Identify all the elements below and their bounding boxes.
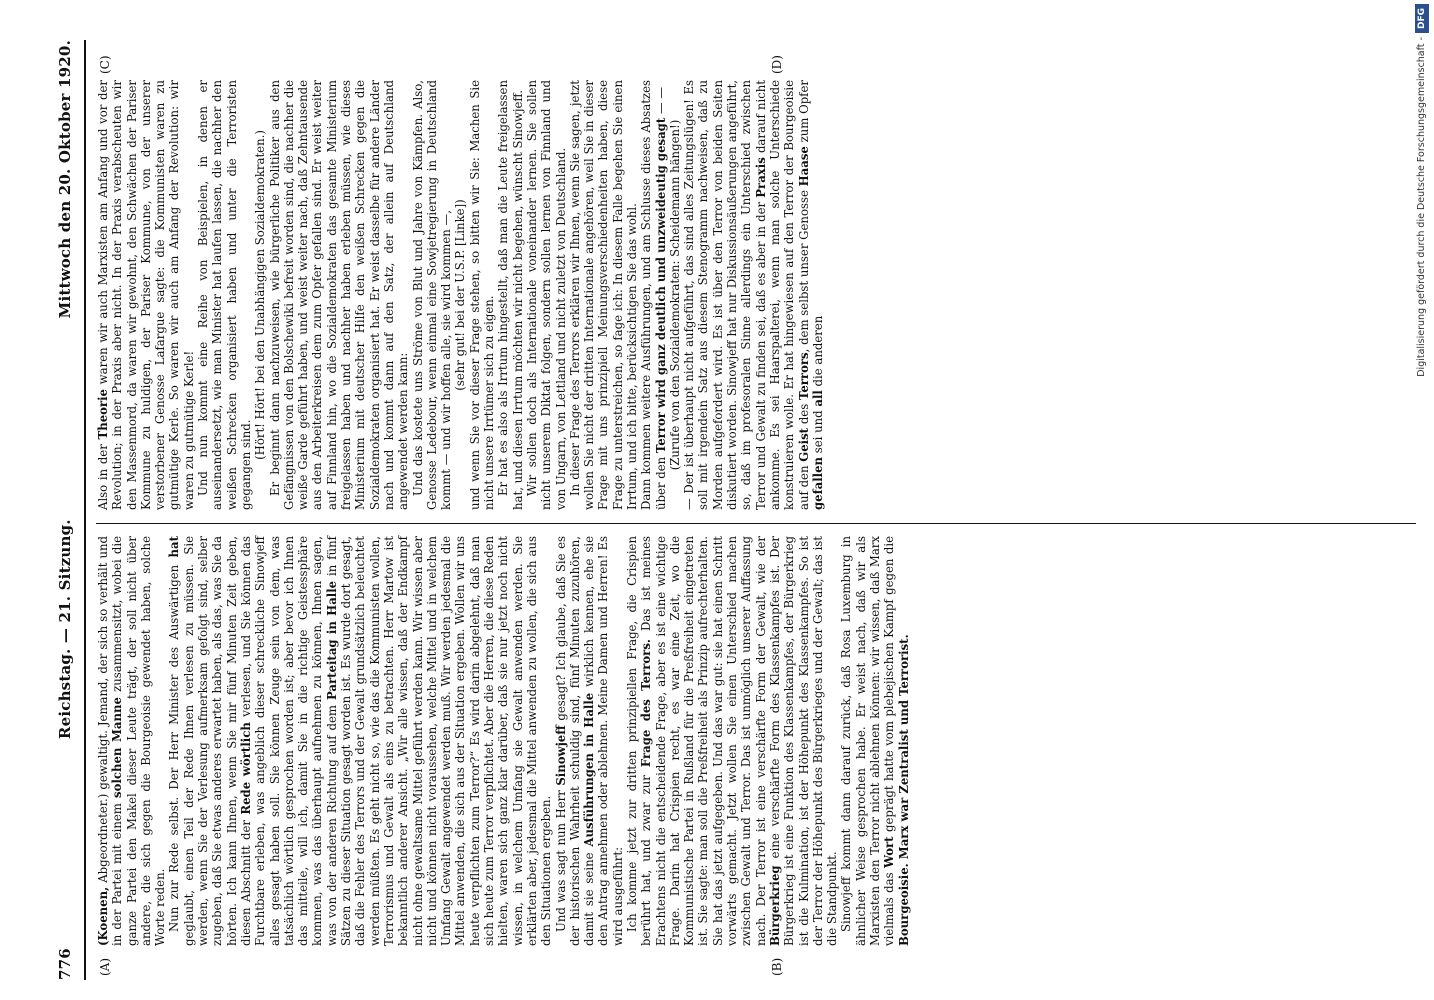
interjection: (Zurufe von den Sozialdemokraten: Scheidemann hängen!) [667, 119, 682, 471]
header-date: Mittwoch den 20. Oktober 1920. [56, 40, 74, 319]
page-number: 776 [56, 948, 74, 980]
paragraph: Sinowjeff kommt dann darauf zurück, daß Rosa Luxemburg in ähnlicher Weise gesprochen habe. Er weist nach, daß wir als Marxisten den Terror nicht ablehnen können: wir wissen, daß Marx vielmals das Wort geprägt hatte vom plebejischen Kampf gegen die Bourgeoisie. Marx war Zentralist und Terrorist. [839, 536, 911, 946]
margin-marker-a: (A) [98, 957, 112, 976]
header-title: Reichstag. — 21. Sitzung. [56, 519, 74, 740]
paragraph: Also in der Theorie waren wir auch Marxisten am Anfang und vor der Revolution; in der Praxis aber nicht. In der Praxis verabscheuten wir den Massenmord, da waren wir gewohnt, den Schwächen der Pariser Kommune zu huldigen, der Pariser Kommune, von der unserer verstorbener Genosse Lafargue sagte: die Kommunisten waren zu gutmütige Kerle. So waren wir auch am Anfang der Revolution: wir waren zu gutmütige Kerle! [96, 80, 196, 510]
paragraph: Und nun kommt eine Reihe von Beispielen, in denen er auseinandersetzt, wie man Minister hat laufen lassen, die nachher den weißen Schrecken organisiert haben und unter die Terroristen gegangen sind. [196, 80, 253, 510]
paragraph: Nun zur Rede selbst. Der Herr Minister des Auswärtigen hat geglaubt, einen Teil der Rede Ihnen verlesen zu müssen. Sie werden, wenn Sie der Verlesung aufmerksam gefolgt sind, selber zugeben, daß Sie etwas anderes erwartet haben, als das, was Sie da hörten. Ich kann Ihnen, wenn Sie mir fünf Minuten Zeit geben, diesen Abschnitt der Rede wörtlich verlesen, und Sie können das Furchtbare erleben, was angeblich dieser schreckliche Sinowjeff alles gesagt haben soll. Sie können Zeuge sein von dem, was tatsächlich wörtlich gesprochen worden ist; aber bevor ich Ihnen das mitteile, will ich, damit Sie in die richtige Geistessphäre kommen, was das überhaupt aufnehmen zu können, Ihnen sagen, was von der anderen Richtung auf dem Parteitag in Halle in fünf Sätzen zu dieser Situation gesagt worden ist. Es wurde dort gesagt, daß die Fehler des Terrors und der Gewalt grundsätzlich beleuchtet werden müßten. Es geht nicht so, wie das die Kommunisten wollen, Terrorismus und Gewalt als eins zu betrachten. Herr Martow ist bekanntlich anderer Ansicht. „Wir alle wissen, daß der Endkampf nicht ohne gewaltsame Mittel geführt werden kann. Wir wissen aber nicht und können nicht voraussehen, welche Mittel und in welchem Umfang Gewalt angewendet werden muß. Wir werden jedesmal die Mittel anwenden, die sich aus der Situation ergeben. Wollen wir uns heute verpflichten zum Terror?“ Es wird darin abgelehnt, daß man sich heute zum Terror verpflichtet. Aber die Herren, die diese Reden hielten, waren sich ganz klar darüber, daß sie nur jetzt noch nicht wissen, in welchem Umfang sie Gewalt anwenden werden. Sie erklärten aber, jedesmal die Mittel anwenden zu wollen, die sich aus den Situationen ergeben. [167, 536, 554, 946]
paragraph: Dann kommen weitere Ausführungen, und am Schlusse dieses Absatzes über den Terror wird ganz deutlich und unzweideutig gesagt — — [639, 80, 668, 510]
paragraph: In dieser Frage des Terrors erklären wir Ihnen, wenn Sie sagen, jetzt wollen Sie nicht der dritten Internationale angehören, weil Sie in dieser Frage mit uns prinzipiell Meinungsverschiedenheiten haben, diese Frage zu unterstreichen, so fage ich: In diesem Falle begehen Sie einen Irrtum, und ich bitte, berücksichtigen Sie das wohl. [567, 80, 639, 510]
right-column [96, 80, 1416, 510]
paragraph: Er beginnt dann nachzuweisen, wie bürgerliche Politiker aus den Gefängnissen von den Bolschewiki befreit worden sind, die nachher die weiße Garde geführt haben, und weist weiter nach, daß Zehntausende aus den Arbeiterkreisen dem zum Opfer gefallen sind. Er weist weiter auf Finnland hin, wo die Sozialdemokraten das gesamte Ministerium freigelassen haben und nachher haben erleben müssen, wie dieses Ministerium mit deutscher Hilfe den weißen Schrecken gegen die Sozialdemokraten organisiert hat. Er weist dasselbe für andere Länder nach und kommt dann auf den Satz, der allein auf Deutschland angewendet werden kann: [267, 80, 411, 510]
paragraph: Und das kostete uns Ströme von Blut und Jahre von Kämpfen. Also, Genosse Ledebour, wenn einmal eine Sowjetregierung in Deutschland kommt — und wir hoffen alle, sie wird kommen —, [410, 80, 454, 510]
paragraph: und wenn Sie vor dieser Frage stehen, so bitten wir Sie: Machen Sie nicht unsere Irrtümer sich zu eigen. [467, 80, 497, 510]
paragraph: Wir sollen doch als Internationale voneinander lernen. Sie sollen nicht unserem Diktat folgen, sondern sollen lernen von Finnland und von Ungarn, von Lettland und nicht zuletzt von Deutschland. [524, 80, 568, 510]
left-column [96, 536, 1416, 946]
interjection: (sehr gut! bei der U.S.P. [Linke]) [453, 199, 468, 391]
notice-text: Digitalisierung gefördert durch die Deutsche Forschungsgemeinschaft - [1416, 37, 1427, 377]
column-divider [96, 523, 1416, 524]
paragraph: (Koenen, Abgeordneter.) gewaltigt. Jemand, der sich so verhält und in der Partei mit einem solchen Manne zusammensitzt, wobei die ganze Partei den Makel dieser Leute trägt, der soll nicht über andere, die sich gegen die Bourgeoisie gewendet haben, solche Worte reden. [96, 536, 168, 946]
digitization-notice [1412, 4, 1432, 996]
paragraph: Ich komme jetzt zur dritten prinzipiellen Frage, die Crispien berührt hat, und zwar zur Frage des Terrors. Das ist meines Erachtens nicht die entscheidende Frage, aber es ist eine wichtige Frage. Darin hat Crispien recht, es war eine Zeit, wo die Kommunistische Partei in Rußland für die Preßfreiheit eingetreten ist. Sie sagte: man soll die Preßfreiheit als Prinzip aufrechterhalten. Sie hat das jetzt aufgegeben. Und das war gut: sie hat einen Schritt vorwärts gemacht. Jetzt wollen Sie einen Unterschied machen zwischen Gewalt und Terror. Das ist unmöglich unserer Auffassung nach. Der Terror ist eine verschärfte Form der Gewalt, wie der Bürgerkrieg eine verschärfte Form des Klassenkampfes ist. Der Bürgerkrieg ist eine Funktion des Klassenkampfes, der Bürgerkrieg ist die Kulmination, ist der Höhepunkt des Klassenkampfes. So ist der Terror der Höhepunkt des Bürgerkrieges und der Gewalt; das ist die Standpunkt. [624, 535, 840, 946]
interjection: (Hört! Hört! bei den Unabhängigen Sozialdemokraten.) [253, 130, 268, 460]
margin-marker-c: (C) [98, 55, 112, 74]
header-rule [84, 40, 86, 980]
paragraph: — Der ist überhaupt nicht aufgeführt, das sind alles Zeitungslügen! Es soll mit irgendein Satz aus diesem Stenogramm nachweisen, daß zu Morden aufgefordert wird. Es ist über den Terror von beiden Seiten diskutiert worden. Sinowjeff hat nur Diskussionsäußerungen angeführt, so, daß im profesoralen Sinne allerdings ein Unterschied zwischen Terror und Gewalt zu finden sei, daß es aber in der Praxis darauf nicht ankomme. Es sei Haarspalterei, wenn man solche Unterschiede konstruieren wolle. Er hat hingewiesen auf den Terror der Bourgeoisie auf den Geist des Terrors, dem selbst unser Genosse Haase zum Opfer gefallen sei und all die anderen [682, 79, 825, 510]
margin-marker-b: (B) [770, 957, 784, 976]
rotated-page [50, 30, 1430, 990]
margin-marker-d: (D) [770, 55, 784, 74]
paragraph: Er hat es also als Irrtum hingestellt, daß man die Leute freigelassen hat, und diesen Irrtum möchten wir nicht begehen, wünscht Sinowjeff. [496, 80, 525, 510]
page-header [56, 40, 80, 980]
dfg-logo: DFG [1415, 4, 1429, 33]
paragraph: Und was sagt nun Herr Sinowjeff gesagt? Ich glaube, daß Sie es der historischen Wahrheit schuldig sind, fünf Minuten zuzuhören, damit sie seine Ausführungen in Halle wirklich kennen, ehe sie den Antrag annehmen oder ablehnen. Meine Damen und Herren! Es wird ausgeführt: [553, 536, 625, 946]
